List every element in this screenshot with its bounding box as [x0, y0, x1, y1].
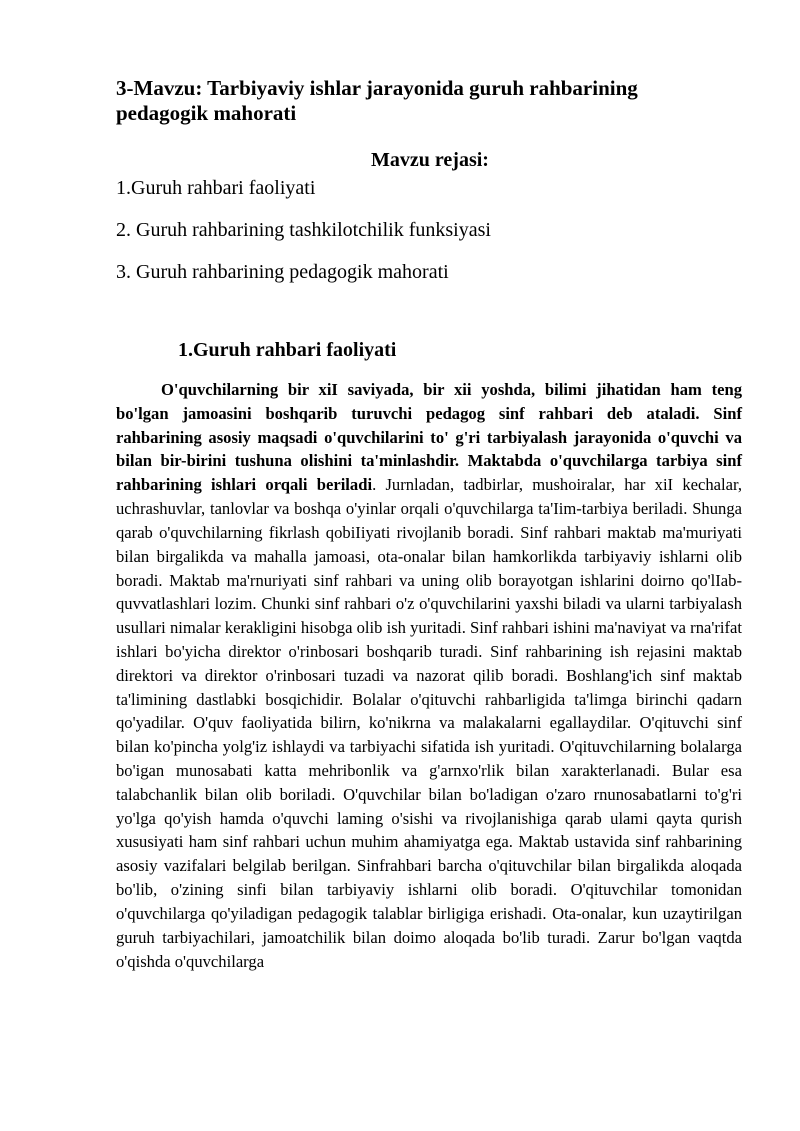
plan-item-2: 2. Guruh rahbarining tashkilotchilik funksiyasi — [116, 219, 491, 241]
body-paragraph — [116, 378, 742, 973]
section-heading: 1.Guruh rahbari faoliyati — [178, 339, 397, 361]
plan-item-1: 1.Guruh rahbari faoliyati — [116, 177, 316, 199]
paragraph-bold-text: O'quvchilarning bir xiI saviyada, bir xii yoshda, bilimi jihatidan ham teng bo'lgan jamoasini boshqarib turuvchi pedagog sinf rahbari deb ataladi. Sinf rahbarining asosiy maqsadi o'quvchilarini to' g'ri tarbiyalash jarayonida o'quvchi va bilan bir-birini tushuna olishini ta'minlashdir. Maktabda o'quvchilarga tarbiya sinf rahbarining ishlari orqali beriladi — [116, 380, 742, 495]
paragraph-regular-text: . Jurnladan, tadbirlar, mushoiralar, har xiI kechalar, uchrashuvlar, tanlovlar va boshqa o'yinlar orqali o'quvchilarga ta'Iim-tarbiya beriladi. Shunga qarab o'quvchilarning fikrlash qobiIiyati rivojlanib boradi. Sinf rahbari maktab ma'muriyati bilan birgalikda va mahalla jamoasi, ota-onalar bilan hamkorlikda tarbiyaviy ishlarni olib boradi. Maktab ma'rnuriyati sinf rahbari va uning olib borayotgan ishlarini doirno qo'lIab-quvvatlashlari lozim. Chunki sinf rahbari o'z o'quvchilarini yaxshi biladi va ularni tarbiyalash usullari nimalar kerakligini hisobga olib ish yuritadi. Sinf rahbari ishini ma'naviyat va rna'rifat ishlari bo'yicha direktor o'rinbosari boshqarib turadi. Sinf rahbarining ish rejasini maktab direktori va direktor o'rinbosari tuzadi va nazorat qilib boradi. Boshlang'ich sinf maktab ta'limining dastlabki bosqichidir. Bolalar o'qituvchi rahbarligida ta'limga birinchi qadarn qo'yadilar. O'quv faoliyatida bilirn, ko'nikrna va malakalarni egallaydilar. O'qituvchi sinf bilan ko'pincha yolg'iz ishlaydi va tarbiyachi sifatida ish yuritadi. O'qituvchilarning bolalarga bo'igan munosabati katta mehribonlik va g'arnxo'rlik bilan xarakterlanadi. Bular esa talabchanlik bilan olib boriladi. O'quvchilar bilan bo'ladigan o'zaro rnunosabatlarni to'g'ri yo'lga qo'yish hamda o'quvchi laming o'sishi va rivojlanishiga qarab ulami qayta qurish xususiyati ham sinf rahbari uchun muhim ahamiyatga ega. Maktab ustavida sinf rahbarining asosiy vazifalari belgilab berilgan. Sinfrahbari barcha o'qituvchilar bilan birgalikda aloqada bo'lib, o'zining sinfi bilan tarbiyaviy ishlarni olib boradi. O'qituvchilar tomonidan o'quvchilarga qo'yiladigan pedagogik talablar birligiga erishadi. Ota-onalar, kun uzaytirilgan guruh tarbiyachilari, jamoatchilik bilan doimo aloqada bo'lib turadi. Zarur bo'lgan vaqtda o'qishda o'quvchilarga — [116, 475, 742, 971]
plan-item-3: 3. Guruh rahbarining pedagogik mahorati — [116, 261, 449, 283]
page-title: 3-Mavzu: Tarbiyaviy ishlar jarayonida guruh rahbarining pedagogik mahorati — [116, 76, 638, 125]
plan-heading: Mavzu rejasi: — [371, 149, 489, 171]
